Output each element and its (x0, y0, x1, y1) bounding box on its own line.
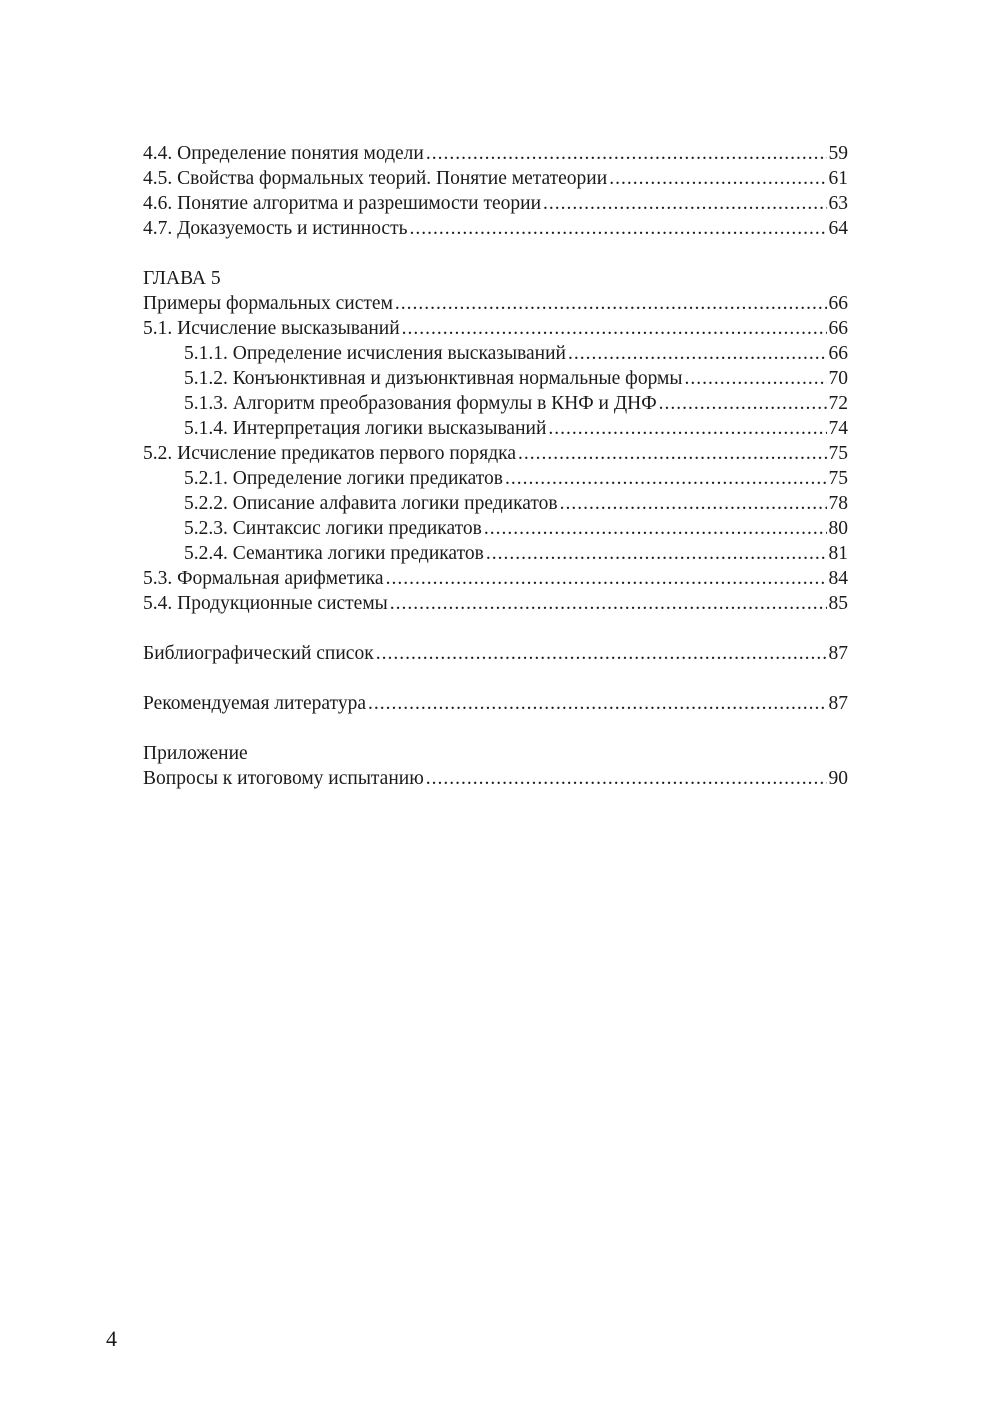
toc-leader-dots (548, 416, 826, 441)
toc-entry-title: 4.6. Понятие алгоритма и разрешимости теории (143, 193, 541, 214)
toc-entry-title: 5.2.2. Описание алфавита логики предикатов (184, 493, 558, 514)
table-of-contents (143, 141, 848, 791)
toc-leader-dots (543, 191, 827, 216)
page-number: 4 (106, 1326, 117, 1351)
spacer (143, 616, 848, 641)
toc-entry-page: 64 (828, 218, 848, 239)
toc-entry-title: 4.4. Определение понятия модели (143, 143, 424, 164)
toc-leader-dots (426, 766, 827, 791)
toc-entry-page: 80 (828, 518, 848, 539)
toc-entry-page: 63 (828, 193, 848, 214)
toc-entry-title: Библиографический список (143, 643, 374, 664)
toc-entry-title: 5.2.1. Определение логики предикатов (184, 468, 503, 489)
toc-leader-dots (426, 141, 827, 166)
toc-entry-title: 5.1.3. Алгоритм преобразования формулы в КНФ и ДНФ (184, 393, 657, 414)
toc-subentry (143, 541, 848, 566)
toc-entry-title: Вопросы к итоговому испытанию (143, 768, 424, 789)
toc-entry (143, 291, 848, 316)
toc-entry-page: 70 (828, 368, 848, 389)
toc-entry-page: 75 (828, 443, 848, 464)
toc-entry-title: 5.1. Исчисление высказываний (143, 318, 400, 339)
toc-entry-title: 5.2.3. Синтаксис логики предикатов (184, 518, 482, 539)
toc-entry-page: 72 (828, 393, 848, 414)
toc-entry-page: 78 (828, 493, 848, 514)
toc-entry-title: 5.1.1. Определение исчисления высказываний (184, 343, 566, 364)
toc-subentry (143, 366, 848, 391)
toc-entry-page: 59 (828, 143, 848, 164)
toc-leader-dots (395, 291, 827, 316)
spacer (143, 666, 848, 691)
toc-entry (143, 591, 848, 616)
toc-entry-page: 74 (828, 418, 848, 439)
toc-subentry (143, 516, 848, 541)
toc-leader-dots (684, 366, 826, 391)
toc-entry-title: 5.2. Исчисление предикатов первого порядка (143, 443, 516, 464)
spacer (143, 716, 848, 741)
toc-entry-page: 66 (828, 343, 848, 364)
toc-leader-dots (560, 491, 827, 516)
toc-entry (143, 316, 848, 341)
toc-entry-page: 81 (828, 543, 848, 564)
toc-leader-dots (402, 316, 827, 341)
toc-entry-appendix (143, 766, 848, 791)
toc-subentry (143, 391, 848, 416)
toc-subentry (143, 341, 848, 366)
toc-leader-dots (410, 216, 827, 241)
toc-entry-title: 4.7. Доказуемость и истинность (143, 218, 408, 239)
toc-leader-dots (386, 566, 827, 591)
toc-leader-dots (659, 391, 827, 416)
toc-entry-title: 4.5. Свойства формальных теорий. Понятие метатеории (143, 168, 608, 189)
toc-leader-dots (518, 441, 827, 466)
toc-entry-title: Примеры формальных систем (143, 293, 393, 314)
toc-entry-title: 5.1.4. Интерпретация логики высказываний (184, 418, 547, 439)
toc-entry-page: 87 (828, 693, 848, 714)
toc-entry-page: 66 (828, 293, 848, 314)
toc-entry (143, 191, 848, 216)
toc-entry-page: 75 (828, 468, 848, 489)
toc-entry-bibliography (143, 641, 848, 666)
toc-entry (143, 166, 848, 191)
toc-entry-title: 5.1.2. Конъюнктивная и дизъюнктивная нормальные формы (184, 368, 683, 389)
toc-leader-dots (368, 691, 827, 716)
toc-entry (143, 141, 848, 166)
toc-entry-page: 87 (828, 643, 848, 664)
toc-entry (143, 441, 848, 466)
toc-leader-dots (505, 466, 827, 491)
chapter-heading: ГЛАВА 5 (143, 268, 221, 289)
toc-leader-dots (376, 641, 827, 666)
toc-subentry (143, 466, 848, 491)
spacer (143, 241, 848, 266)
toc-entry-title: 5.2.4. Семантика логики предикатов (184, 543, 484, 564)
toc-entry-page: 61 (828, 168, 848, 189)
toc-entry (143, 216, 848, 241)
toc-entry-page: 84 (828, 568, 848, 589)
appendix-heading: Приложение (143, 743, 248, 764)
toc-entry-recommended (143, 691, 848, 716)
toc-leader-dots (609, 166, 826, 191)
toc-entry (143, 566, 848, 591)
toc-entry-page: 66 (828, 318, 848, 339)
toc-subentry (143, 416, 848, 441)
toc-entry-title: Рекомендуемая литература (143, 693, 366, 714)
toc-entry-page: 85 (828, 593, 848, 614)
toc-entry-title: 5.4. Продукционные системы (143, 593, 388, 614)
toc-leader-dots (484, 516, 827, 541)
toc-leader-dots (568, 341, 827, 366)
toc-entry-page: 90 (828, 768, 848, 789)
toc-leader-dots (486, 541, 827, 566)
toc-entry-title: 5.3. Формальная арифметика (143, 568, 384, 589)
toc-subentry (143, 491, 848, 516)
toc-leader-dots (390, 591, 827, 616)
